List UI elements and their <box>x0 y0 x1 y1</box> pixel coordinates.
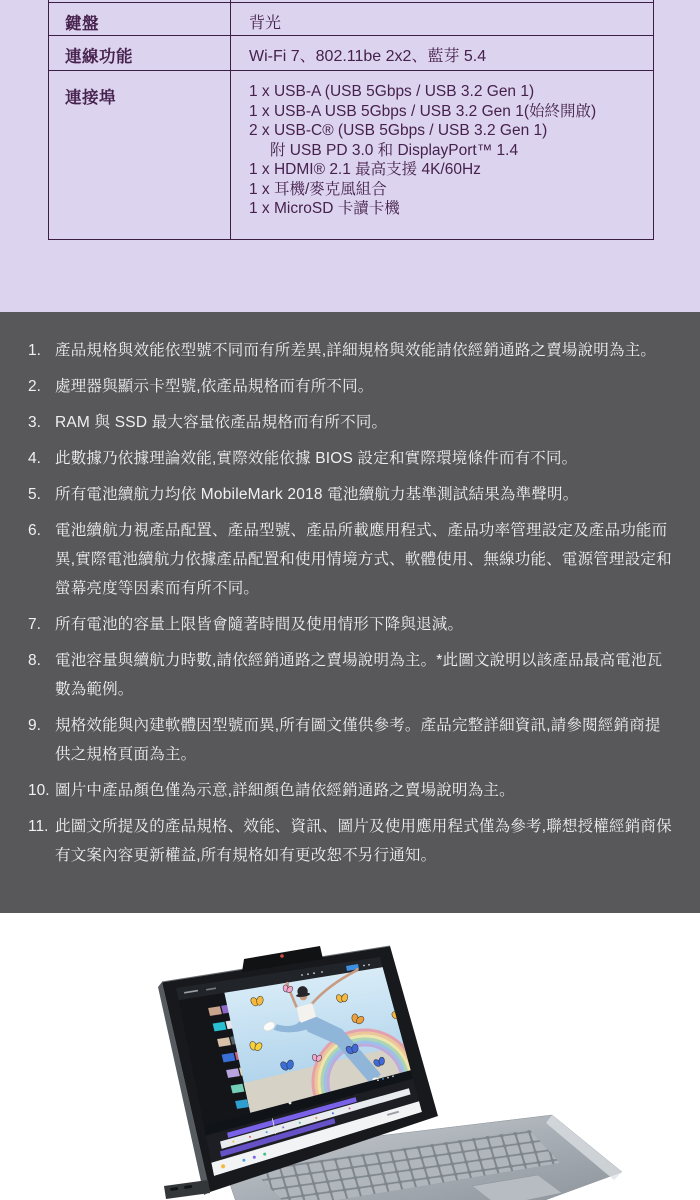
webcam-led-icon <box>280 954 284 958</box>
list-item: 8. 電池容量與續航力時數,請依經銷通路之賣場說明為主。*此圖文說明以該產品最高電池瓦數為範例。 <box>28 652 663 698</box>
port-line: 1 x MicroSD 卡讀卡機 <box>249 200 400 217</box>
table-row-ports <box>49 70 653 239</box>
disclaimer-list <box>0 312 700 870</box>
list-item: 6. 電池續航力視產品配置、產品型號、產品所載應用程式、產品功率管理設定及產品功能而異,實際電池續航力依據產品配置和使用情境方式、軟體使用、無線功能、電源管理設定和螢幕亮度等因素而有所不同。 <box>28 522 672 597</box>
list-item: 7. 所有電池的容量上限皆會隨著時間及使用情形下降與退減。 <box>28 616 464 633</box>
table-row-cutoff <box>49 0 653 2</box>
row-value: Wi-Fi 7、802.11be 2x2、藍芽 5.4 <box>249 48 487 65</box>
folder-icon <box>221 1164 225 1168</box>
port-line: 1 x 耳機/麥克風組合 <box>249 180 387 198</box>
laptop-side-ports <box>164 1180 210 1199</box>
row-value: 背光 <box>249 15 282 32</box>
list-item: 2. 處理器與顯示卡型號,依產品規格而有所不同。 <box>28 378 374 395</box>
table-row-connectivity <box>49 35 653 70</box>
taskbar-icon <box>263 1153 266 1156</box>
list-item: 11. 此圖文所提及的產品規格、效能、資訊、圖片及使用應用程式僅為參考,聯想授權經銷商保有文案內容更新權益,所有規格如有更改恕不另行通知。 <box>28 818 672 864</box>
list-item: 10. 圖片中產品顏色僅為示意,詳細顏色請依經銷通路之賣場說明為主。 <box>28 782 515 799</box>
port-line: 附 USB PD 3.0 和 DisplayPort™ 1.4 <box>270 141 519 159</box>
list-item: 9. 規格效能與內建軟體因型號而異,所有圖文僅供參考。產品完整詳細資訊,請參閱經銷商提供之規格頁面為主。 <box>28 717 661 763</box>
port-line: 1 x HDMI® 2.1 最高支援 4K/60Hz <box>249 161 481 178</box>
port-line: 2 x USB-C® (USB 5Gbps / USB 3.2 Gen 1) <box>249 122 548 139</box>
list-item: 1. 產品規格與效能依型號不同而有所差異,詳細規格與效能請依經銷通路之賣場說明為主。 <box>28 342 657 359</box>
product-image-section <box>0 913 700 1200</box>
taskbar-icon <box>242 1159 245 1162</box>
row-label: 連線功能 <box>49 36 231 70</box>
spec-section <box>0 0 700 312</box>
list-item: 3. RAM 與 SSD 最大容量依產品規格而有所不同。 <box>28 414 388 431</box>
list-item: 4. 此數據乃依據理論效能,實際效能依據 BIOS 設定和實際環境條件而有不同。 <box>28 450 578 467</box>
table-row-keyboard <box>49 2 653 35</box>
row-label: 連接埠 <box>49 71 231 239</box>
port-line: 1 x USB-A USB 5Gbps / USB 3.2 Gen 1(始終開啟) <box>249 102 597 120</box>
port-line: 1 x USB-A (USB 5Gbps / USB 3.2 Gen 1) <box>249 83 535 100</box>
row-label: 鍵盤 <box>49 3 231 35</box>
row-value <box>231 71 653 239</box>
spec-table <box>48 0 654 240</box>
laptop-product-image <box>150 930 650 1200</box>
taskbar-icon <box>253 1156 256 1159</box>
disclaimer-section <box>0 312 700 913</box>
list-item: 5. 所有電池續航力均依 MobileMark 2018 電池續航力基準測試結果為準聲明。 <box>28 486 579 503</box>
